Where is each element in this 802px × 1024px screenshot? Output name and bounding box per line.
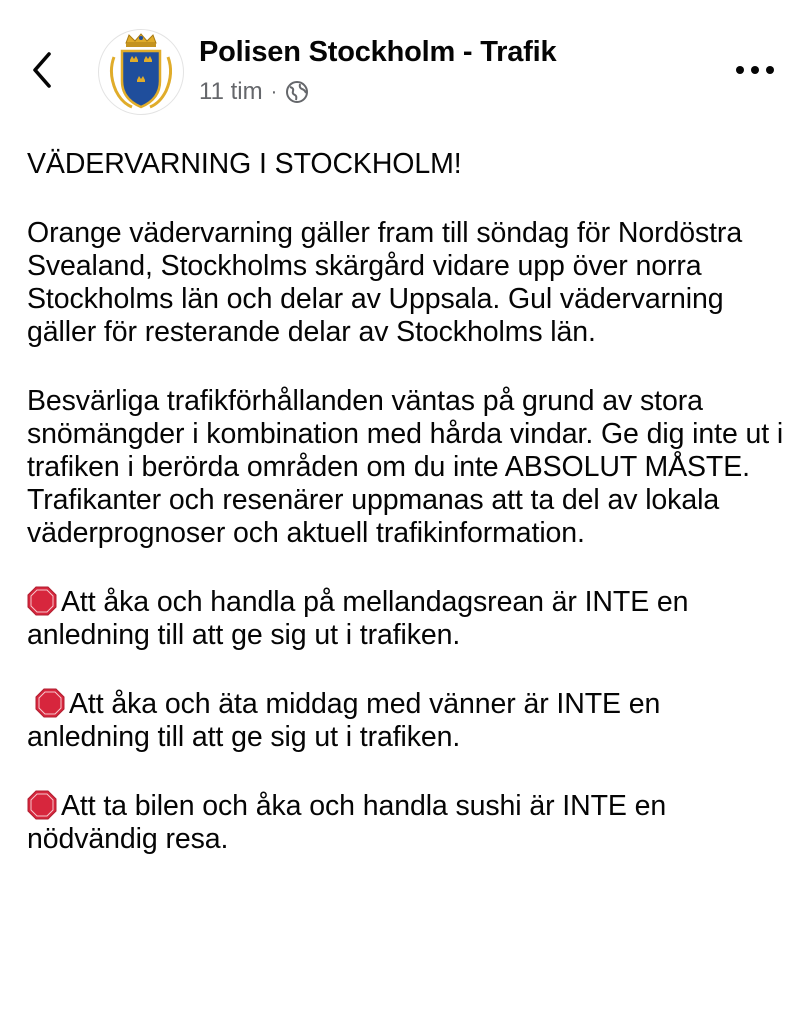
bullet-item [27,688,787,754]
more-dot [736,66,744,74]
avatar[interactable] [98,29,184,115]
stop-sign-icon [27,790,57,820]
more-options-button[interactable] [734,60,776,80]
post-heading: VÄDERVARNING I STOCKHOLM! [27,148,462,180]
chevron-left-icon [31,51,53,89]
post-header [0,0,802,130]
more-dot [751,66,759,74]
meta-separator: · [270,80,278,103]
stop-sign-icon [35,688,65,718]
bullet-text: Att åka och äta middag med vänner är INTE en anledning till att ge sig ut i trafiken. [27,688,661,753]
page-name[interactable]: Polisen Stockholm - Trafik [199,36,557,68]
back-button[interactable] [22,46,62,94]
bullet-text: Att åka och handla på mellandagsrean är INTE en anledning till att ge sig ut i trafiken. [27,586,689,651]
post-paragraph: Orange vädervarning gäller fram till söndag för Nordöstra Svealand, Stockholms skärgård vidare upp över norra Stockholms län och delar av Uppsala. Gul vädervarning gäller för resterande delar av Stockholms län. [27,217,743,348]
post-meta [199,78,309,106]
post-body [27,148,787,892]
police-emblem-icon [106,33,176,111]
bullet-item [27,586,787,652]
stop-sign-icon [27,586,57,616]
bullet-item [27,790,787,856]
bullet-text: Att ta bilen och åka och handla sushi är INTE en nödvändig resa. [27,790,667,855]
post-paragraph: Besvärliga trafikförhållanden väntas på grund av stora snömängder i kombination med hårda vindar. Ge dig inte ut i trafiken i berörda områden om du inte ABSOLUT MÅSTE. Trafikanter och resenärer uppmanas att ta del av lokala väderprognoser och aktuell trafikinformation. [27,385,784,549]
post-time[interactable]: 11 tim [199,78,263,105]
globe-icon[interactable] [285,80,309,104]
more-dot [766,66,774,74]
